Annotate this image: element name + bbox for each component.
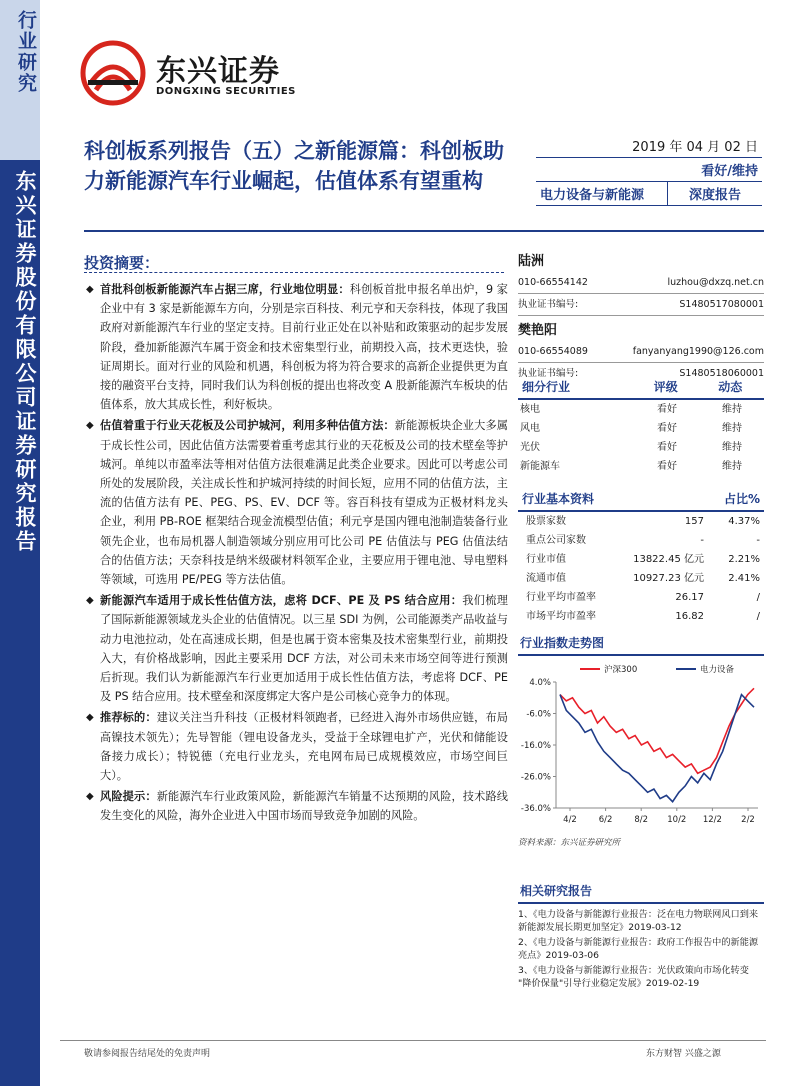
y-tick-label: -36.0% [520,804,551,814]
table-cell: 风电 [520,423,540,434]
sub-industry-header [518,378,764,400]
bullet-diamond-icon: ◆ [86,284,94,295]
bullet-lead: 首批科创板新能源汽车占据三席，行业地位明显： [100,283,350,296]
table-cell: 流通市值 [526,573,566,584]
bullet-diamond-icon: ◆ [86,420,94,432]
table-cell: 看好 [657,461,677,472]
x-tick-label: 8/2 [634,815,649,825]
bullet-diamond-icon: ◆ [86,595,94,607]
table-cell: / [756,611,760,622]
table-cell: 重点公司家数 [526,535,586,546]
column-header: 评级 [653,380,678,394]
title-divider [84,230,764,232]
table-cell: 行业平均市盈率 [526,592,596,603]
related-item[interactable]: 3、《电力设备与新能源行业报告：光伏政策向市场化转变 "降价保量"引导行业稳定发展》2019-02-19 [518,965,749,989]
table-row [518,588,764,607]
report-industry: 电力设备与新能源 [536,182,668,206]
table-row [518,531,764,550]
summary-heading: 投资摘要： [84,254,160,272]
table-cell: 维持 [722,404,742,415]
analyst-cert: S1480518060001 [679,368,764,379]
report-meta [536,136,762,206]
brand-logo [80,40,320,110]
table-cell: 看好 [657,404,677,415]
x-tick-label: 10/2 [667,815,687,825]
analyst-contact-row [518,344,764,359]
table-row [518,400,764,419]
sidebar-bottom-label: 东兴证券股份有限公司证券研究报告 [13,170,37,554]
report-rating: 看好/维持 [536,158,762,182]
column-header: 动态 [718,380,743,394]
index-chart-heading: 行业指数走势图 [518,634,764,656]
table-row [518,569,764,588]
table-cell: 股票家数 [526,516,566,527]
summary-bullet [84,787,508,825]
sub-industry-table [518,378,764,476]
bullet-text: 新能源板块企业大多属于成长性公司，因此估值方法需要着重考虑其行业的天花板及公司的技术壁垒等护城河。单纯以市盈率法等相对估值方法很难满足此类企业要求。因此可以考虑公司所处的发展阶段，关注成长性和护城河持续的时间长短，应用不同的估值方法，主流的估值方法有 PE、PEG、PS、EV、DCF 等。容百科技有望成为正极材料龙头企业，利用 PB-ROE 框架结合现金流模型估值；利元亨是国内锂电池制造装备行业领先企业，也布局机器人制造领域分别应用可比公司 PE 估值法与 PEG 估值法结合的估值方法；天奈科技是纳米级碳材料领军企业，主要应用于锂电池、导电塑料等领域，可选用 PE/PEG 等方法估值。 [100,419,508,587]
analyst-divider [518,315,764,316]
bullet-lead: 风险提示： [100,790,157,804]
table-row [518,419,764,438]
report-category-row [536,182,762,206]
table-row [518,457,764,476]
brand-name-cn: 东兴证券 [156,54,280,89]
table-cell: 157 [684,516,704,527]
table-cell: 看好 [657,423,677,434]
bullet-text: 建议关注当升科技（正极材料领跑者，已经进入海外市场供应链，布局高镍技术领先）；先导智能（锂电设备龙头，受益于全球锂电扩产，光伏和储能设备接力成长）；特锐德（充电行业龙头，充电网布局已成规模效应，市场空间巨大）。 [100,711,508,783]
basic-info-header [518,490,764,512]
related-item[interactable]: 2、《电力设备与新能源行业报告：政府工作报告中的新能源亮点》2019-03-06 [518,937,759,961]
table-cell: / [756,592,760,603]
table-cell: 看好 [657,442,677,453]
bullet-lead: 推荐标的： [100,711,157,725]
table-cell: 2.41% [728,573,760,584]
x-tick-label: 4/2 [563,815,577,825]
table-cell: 市场平均市盈率 [526,611,596,622]
table-cell: 4.37% [728,516,760,527]
related-reports [518,882,764,992]
y-tick-label: -16.0% [520,741,551,751]
brand-mark-icon [80,40,146,106]
sidebar-top-label: 行业研究 [15,10,37,94]
table-cell: 维持 [722,461,742,472]
footer-slogan: 东方财智 兴盛之源 [646,1049,721,1059]
brand-name-en: DONGXING SECURITIES [156,86,296,97]
table-cell: 新能源车 [520,461,560,472]
table-cell: 维持 [722,423,742,434]
table-cell: - [700,535,704,546]
analyst-phone: 010-66554142 [518,277,588,288]
x-tick-label: 6/2 [598,815,613,825]
legend-label: 沪深300 [604,665,638,675]
bullet-text: 我们梳理了国际新能源领域龙头企业的估值情况。以三星 SDI 为例，公司能源类产品收益与动力电池拉动，处在高速成长期，但是也属于资本密集及技术密集型行业，前期投入大，有价格战影响，因此主要采用 DCF 方法，对公司未来市场空间等进行预测后折现。我们认为新能源汽车行业更加适用于成长性估值方法，考虑将 DCF、PE 及 PS 结合应用。技术壁垒和深度绑定大客户是公司核心竞争力的体现。 [100,594,508,704]
column-header: 占比% [723,492,760,506]
table-cell: - [756,535,760,546]
summary-bullet [84,280,508,414]
summary-bullet [84,708,508,785]
table-cell: 16.82 [675,611,704,622]
analyst-cert-label: 执业证书编号: [518,368,579,379]
report-date: 2019 年 04 月 02 日 [536,136,762,158]
x-tick-label: 2/2 [741,815,755,825]
table-cell: 2.21% [728,554,760,565]
table-row [518,512,764,531]
y-tick-label: 4.0% [529,678,551,688]
basic-info-table [518,490,764,626]
analyst-email[interactable]: luzhou@dxzq.net.cn [667,277,764,288]
table-cell: 10927.23 亿元 [633,573,704,584]
column-header: 细分行业 [522,380,571,394]
bullet-text: 新能源汽车行业政策风险，新能源汽车销量不达预期的风险，技术路线发生变化的风险，海外企业进入中国市场而导致竞争加剧的风险。 [100,790,508,823]
table-cell: 13822.45 亿元 [633,554,704,565]
analyst-name: 樊艳阳 [518,323,558,338]
table-cell: 行业市值 [526,554,566,565]
analyst-name: 陆洲 [518,254,545,269]
table-cell: 维持 [722,442,742,453]
analyst-divider [518,293,764,294]
bullet-diamond-icon: ◆ [86,791,94,803]
analyst-email[interactable]: fanyanyang1990@126.com [632,346,764,357]
analyst-contact-row [518,275,764,290]
table-row [518,607,764,626]
bullet-text: 科创板首批申报名单出炉，9 家企业中有 3 家是新能源车方向，分别是宗百科技、利元亨和天奈科技，体现了我国政府对新能源汽车行业的坚定支持。目前行业正处在以补贴和政策驱动的起步发展阶段，叠加新能源汽车属于资金和技术密集型行业，前期投入高，技术更迭快，验证周期长。面对行业的风险和机遇，科创板为将为符合要求的高新企业提供更为直接的融资平台支持，同时我们认为科创板的提出也将改变 A 股新能源汽车板块的估值体系，放大其成长性，利好板块。 [100,283,508,412]
table-cell: 核电 [520,404,540,415]
y-tick-label: -26.0% [520,772,551,783]
column-header: 行业基本资料 [522,492,595,506]
analyst-divider [518,362,764,363]
related-item[interactable]: 1、《电力设备与新能源行业报告：泛在电力物联网风口到来 新能源发展长期更加坚定》2019-03-12 [518,909,759,933]
analyst-cert-row [518,297,764,312]
table-cell: 26.17 [675,592,704,603]
summary-bullet [84,591,508,706]
analyst-cert: S1480517080001 [679,299,764,310]
related-heading: 相关研究报告 [518,882,764,904]
bullet-diamond-icon: ◆ [86,712,94,724]
footer-divider [60,1040,766,1041]
footer-disclaimer: 敬请参阅报告结尾处的免责声明 [84,1049,211,1059]
analyst-phone: 010-66554089 [518,346,588,357]
summary-bullets [84,280,508,828]
analyst-cert-label: 执业证书编号: [518,299,579,310]
summary-divider [84,272,504,273]
report-type: 深度报告 [668,182,762,206]
index-chart [518,660,764,836]
y-tick-label: -6.0% [526,709,551,720]
report-title: 科创板系列报告（五）之新能源篇：科创板助力新能源汽车行业崛起，估值体系有望重构 [84,139,504,193]
bullet-lead: 新能源汽车适用于成长性估值方法，虑将 DCF、PE 及 PS 结合应用： [100,594,463,608]
table-row [518,550,764,569]
summary-bullet [84,416,508,589]
legend-label: 电力设备 [700,665,735,675]
index-chart-block [518,634,764,848]
chart-source: 资料来源：东兴证券研究所 [518,838,621,848]
analyst-block [518,250,764,381]
table-row [518,438,764,457]
bullet-lead: 估值着重于行业天花板及公司护城河，利用多种估值方法： [100,419,395,433]
x-tick-label: 12/2 [702,815,722,825]
table-cell: 光伏 [520,442,540,453]
